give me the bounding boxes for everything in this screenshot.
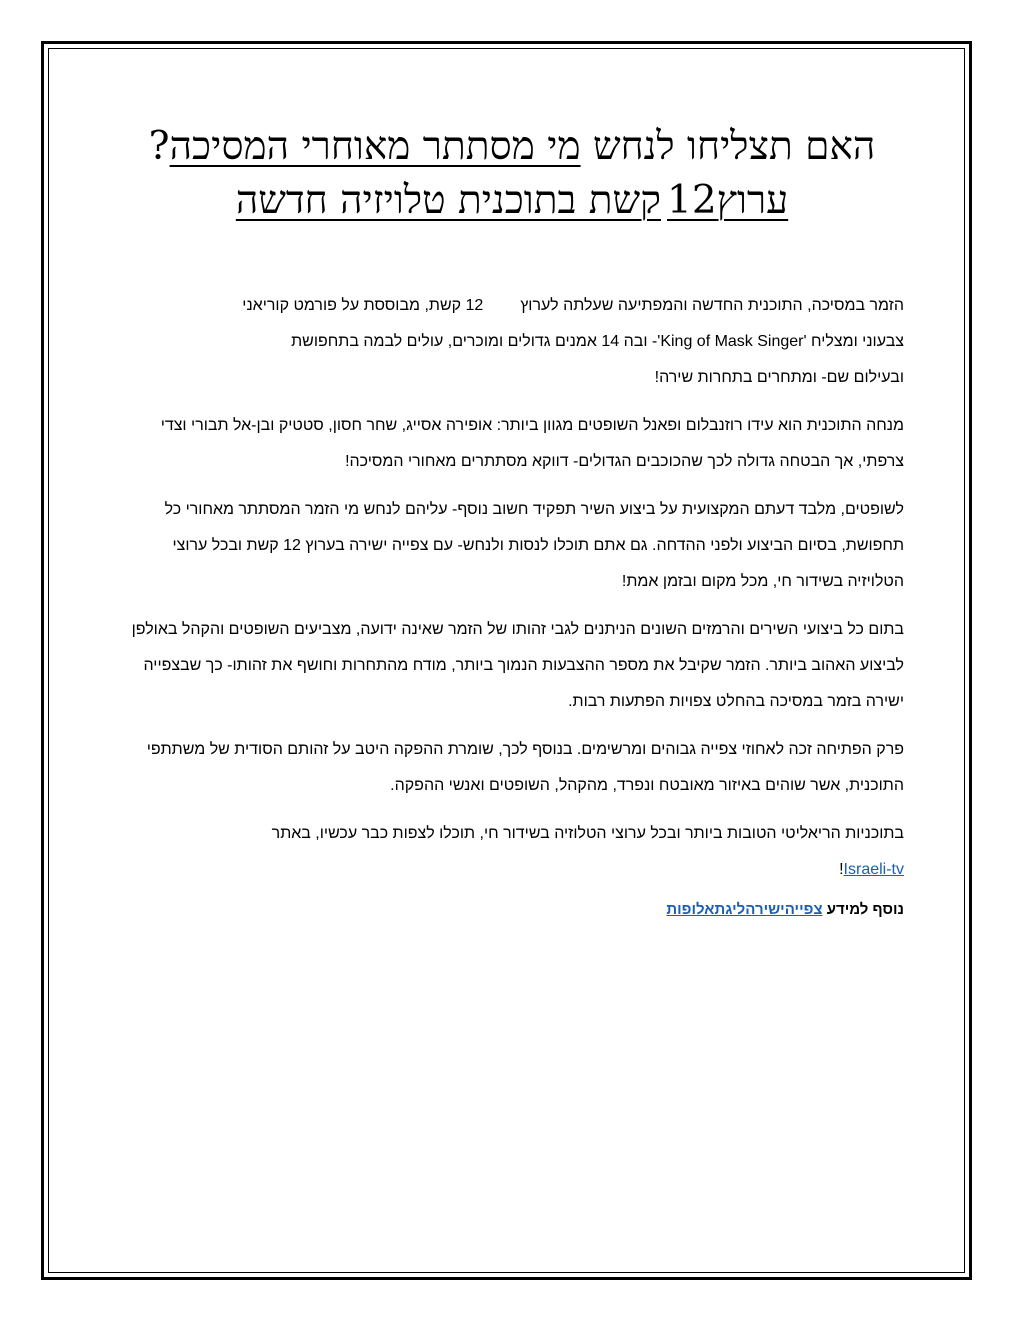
title-line-2-underlined: קשת בתוכנית טלויזיה חדשה xyxy=(235,178,662,223)
document-content xyxy=(120,120,904,922)
more-info-link[interactable]: צפייהישירהליגתאלופות xyxy=(666,901,823,918)
title-line-1-underlined: מי מסתתר מאוחרי המסיכה xyxy=(169,124,581,169)
paragraph-3: לשופטים, מלבד דעתם המקצועית על ביצוע השיר תפקיד חשוב נוסף- עליהם לנחש מי הזמר המסתתר מאחורי כל תחפושת, בסיום הביצוע ולפני ההדחה. גם אתם תוכלו לנסות ולנחש- עם צפייה ישירה בערוץ 12 קשת ובכל ערוצי הטלויזיה בשידור חי, מכל מקום ובזמן אמת! xyxy=(164,501,904,590)
paragraph-1-b: 12 קשת, מבוססת על פורמט קוריאני xyxy=(242,297,484,314)
paragraph-6-text: בתוכניות הריאליטי הטובות ביותר ובכל ערוצי הטלוזיה בשידור חי, תוכלו לצפות כבר עכשיו, באתר xyxy=(271,825,904,842)
paragraph-1-latin: 'King of Mask Singer' xyxy=(657,333,807,350)
title-line-1-prefix: האם תצליחו לנחש xyxy=(580,124,876,169)
paragraph-1 xyxy=(120,288,904,396)
title-line-2 xyxy=(120,174,904,228)
title-line-2-prefix: ערוץ xyxy=(716,178,789,223)
israeli-tv-link[interactable]: Israeli-tv xyxy=(843,861,904,878)
paragraph-5: פרק הפתיחה זכה לאחוזי צפייה גבוהים ומרשימים. בנוסף לכך, שומרת ההפקה היטב על זהותם הסודית של משתתפי התוכנית, אשר שוהים באיזור מאובטח ונפרד, מהקהל, השופטים ואנשי ההפקה. xyxy=(146,741,904,794)
paragraph-4: בתום כל ביצועי השירים והרמזים השונים הניתנים לגבי זהותו של הזמר שאינה ידועה, מצביעים השופטים והקהל באולפן לביצוע האהוב ביותר. הזמר שקיבל את מספר ההצבעות הנמוך ביותר, מודח מהתחרות וחושף את זהותו- כך שבצפייה ישירה בזמר במסיכה בהחלט צפויות הפתעות רבות. xyxy=(131,621,904,710)
title-line-2-number: 12 xyxy=(667,178,717,223)
title-line-1-suffix: ? xyxy=(148,124,170,169)
paragraph-2: מנחה התוכנית הוא עידו רוזנבלום ופאנל השופטים מגוון ביותר: אופירה אסייג, שחר חסון, סטטיק ובן-אל תבורי וצדי צרפתי, אך הבטחה גדולה לכך שהכוכבים הגדולים- דווקא מסתתרים מאחורי המסיכה! xyxy=(160,417,904,470)
more-info-label: נוסף למידע xyxy=(826,901,904,918)
paragraph-1-a: הזמר במסיכה, התוכנית החדשה והמפתיעה שעלתה לערוץ xyxy=(520,297,904,314)
paragraph-6 xyxy=(120,816,904,888)
page-title xyxy=(120,120,904,228)
paragraph-6-end: ! xyxy=(839,861,844,878)
title-line-1 xyxy=(120,120,904,174)
paragraph-1-d: - ובה 14 אמנים גדולים ומוכרים, עולים לבמה בתחפושת xyxy=(291,333,658,350)
paragraph-1-e: ובעילום שם- ומתחרים בתחרות שירה! xyxy=(654,369,904,386)
paragraph-1-c: צבעוני ומצליח xyxy=(811,333,904,350)
more-info-line xyxy=(120,898,904,922)
